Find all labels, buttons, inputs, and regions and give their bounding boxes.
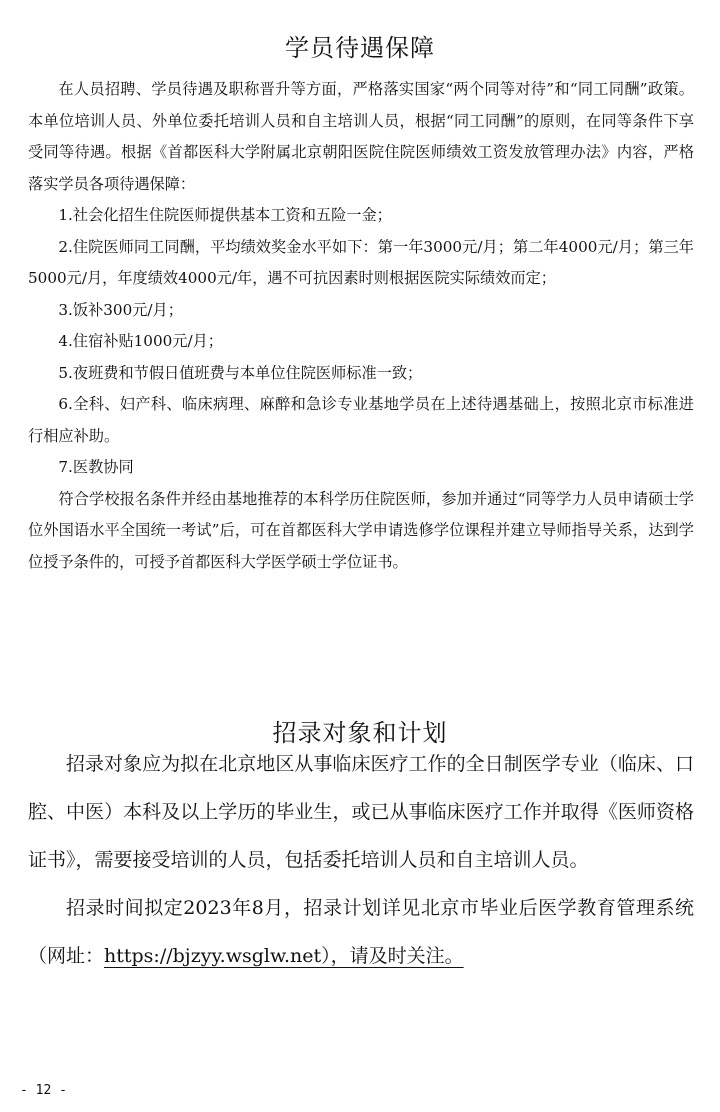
recruitment-section <box>28 740 694 980</box>
page-number: - 12 - <box>20 1083 67 1098</box>
benefit-item-3: 3.饭补300元/月； <box>58 300 183 319</box>
recruitment-plan-text: 招录时间拟定2023年8月，招录计划详见北京市毕业后医学教育管理系统（网址： <box>28 897 694 967</box>
website-link[interactable]: https://bjzyy.wsglw.net），请及时关注。 <box>104 945 464 967</box>
benefit-item-7: 7.医教协同 <box>58 458 134 476</box>
benefit-item-1: 1.社会化招生住院医师提供基本工资和五险一金； <box>58 206 392 224</box>
section-title-recruitment: 招录对象和计划 <box>272 719 448 747</box>
degree-paragraph: 符合学校报名条件并经由基地推荐的本科学历住院医师，参加并通过“同等学力人员申请硕士学位外国语水平全国统一考试”后，可在首都医科大学申请选修学位课程并建立导师指导关系，达到学位授予条件的，可授予首都医科大学医学硕士学位证书。 <box>28 489 694 571</box>
benefits-section <box>28 74 694 578</box>
recruitment-plan-paragraph <box>28 884 694 980</box>
benefit-item-6: 6.全科、妇产科、临床病理、麻醉和急诊专业基地学员在上述待遇基础上，按照北京市标准进行相应补助。 <box>28 395 694 445</box>
benefit-item-5: 5.夜班费和节假日值班费与本单位住院医师标准一致； <box>58 363 423 382</box>
benefits-intro-paragraph: 在人员招聘、学员待遇及职称晋升等方面，严格落实国家“两个同等对待”和“同工同酬”政策。本单位培训人员、外单位委托培训人员和自主培训人员，根据“同工同酬”的原则，在同等条件下享受同等待遇。根据《首都医科大学附属北京朝阳医院住院医师绩效工资发放管理办法》内容，严格落实学员各项待遇保障： <box>28 80 694 193</box>
benefit-item-4: 4.住宿补贴1000元/月； <box>58 332 223 350</box>
section-title-benefits: 学员待遇保障 <box>285 34 435 62</box>
benefit-item-2: 2.住院医师同工同酬，平均绩效奖金水平如下：第一年3000元/月；第二年4000元/月；第三年5000元/月，年度绩效4000元/年，遇不可抗因素时则根据医院实际绩效而定； <box>28 237 694 287</box>
recruitment-target-paragraph: 招录对象应为拟在北京地区从事临床医疗工作的全日制医学专业（临床、口腔、中医）本科及以上学历的毕业生，或已从事临床医疗工作并取得《医师资格证书》，需要接受培训的人员，包括委托培训人员和自主培训人员。 <box>28 753 694 871</box>
